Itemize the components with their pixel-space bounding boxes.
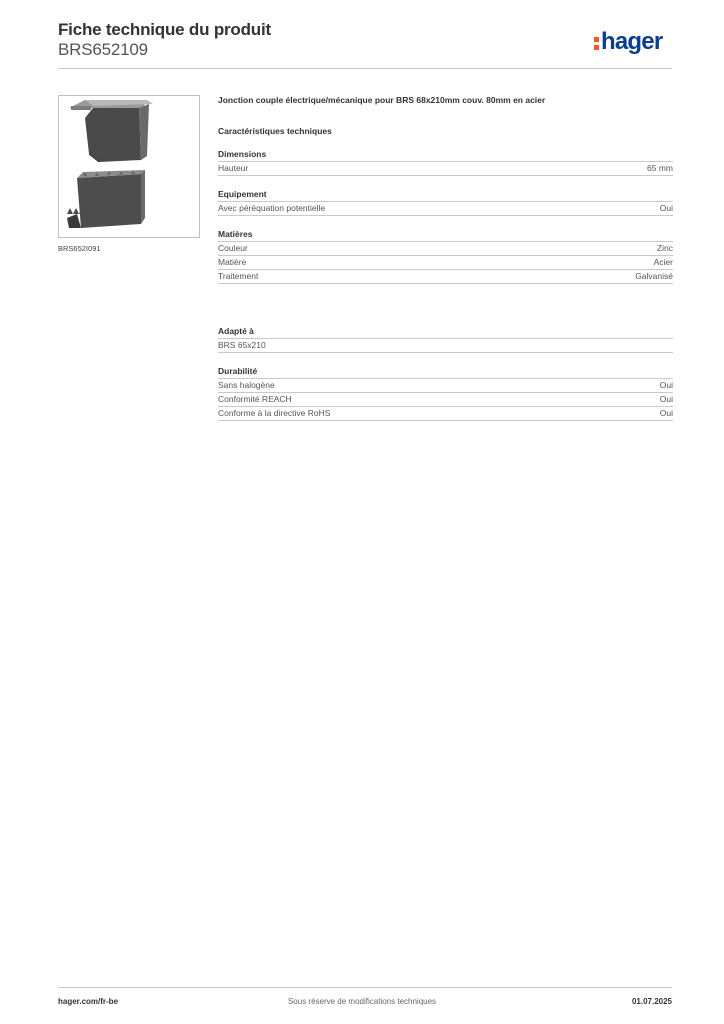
spec-group-adapte: [218, 326, 673, 353]
spec-row: [218, 393, 673, 407]
group-title: Adapté à: [218, 326, 673, 339]
spec-value: Oui: [659, 380, 673, 390]
group-title: Matières: [218, 229, 673, 242]
hager-logo[interactable]: [594, 27, 662, 57]
spec-label: Hauteur: [218, 163, 249, 173]
spec-row: [218, 162, 673, 176]
spec-label: Matière: [218, 257, 247, 267]
spec-row: [218, 270, 673, 284]
spec-label: BRS 65x210: [218, 340, 266, 350]
spec-value: Galvanisé: [635, 271, 673, 281]
spec-row: [218, 242, 673, 256]
image-caption: BRS652I091: [58, 244, 101, 253]
group-title: Equipement: [218, 189, 673, 202]
spec-value: Oui: [659, 203, 673, 213]
logo-dots-icon: [594, 37, 599, 50]
group-title: Durabilité: [218, 366, 673, 379]
spec-label: Sans halogène: [218, 380, 275, 390]
footer-disclaimer: Sous réserve de modifications techniques: [287, 997, 437, 1006]
spec-content: [218, 95, 673, 421]
spec-row: [218, 202, 673, 216]
spec-group-dimensions: [218, 149, 673, 176]
spec-label: Conforme à la directive RoHS: [218, 408, 331, 418]
product-image: [58, 95, 200, 238]
spec-label: Couleur: [218, 243, 248, 253]
spec-group-equipement: [218, 189, 673, 216]
product-reference: BRS652109: [58, 40, 148, 59]
spec-group-matieres: [218, 229, 673, 284]
spec-row: [218, 379, 673, 393]
spec-row: [218, 256, 673, 270]
spec-value: 65 mm: [647, 163, 673, 173]
footer-date: 01.07.2025: [631, 997, 672, 1006]
footer-website-link[interactable]: hager.com/fr-be: [58, 997, 119, 1006]
product-photo-icon: [59, 96, 199, 237]
section-spacer: [218, 284, 673, 314]
spec-value: Oui: [659, 394, 673, 404]
spec-label: Conformité REACH: [218, 394, 292, 404]
spec-row: [218, 407, 673, 421]
tech-heading: Caractéristiques techniques: [218, 126, 332, 136]
spec-group-durabilite: [218, 366, 673, 421]
spec-value: Zinc: [656, 243, 673, 253]
footer-divider: [58, 987, 672, 988]
spec-label: Traitement: [218, 271, 259, 281]
spec-value: Acier: [653, 257, 673, 267]
spec-row: [218, 339, 673, 353]
header-divider: [58, 68, 672, 69]
spec-label: Avec péréquation potentielle: [218, 203, 326, 213]
spec-value: Oui: [659, 408, 673, 418]
page-title: Fiche technique du produit: [58, 20, 271, 39]
product-description: Jonction couple électrique/mécanique pour BRS 68x210mm couv. 80mm en acier: [218, 95, 546, 105]
group-title: Dimensions: [218, 149, 673, 162]
logo-text: hager: [601, 28, 663, 55]
